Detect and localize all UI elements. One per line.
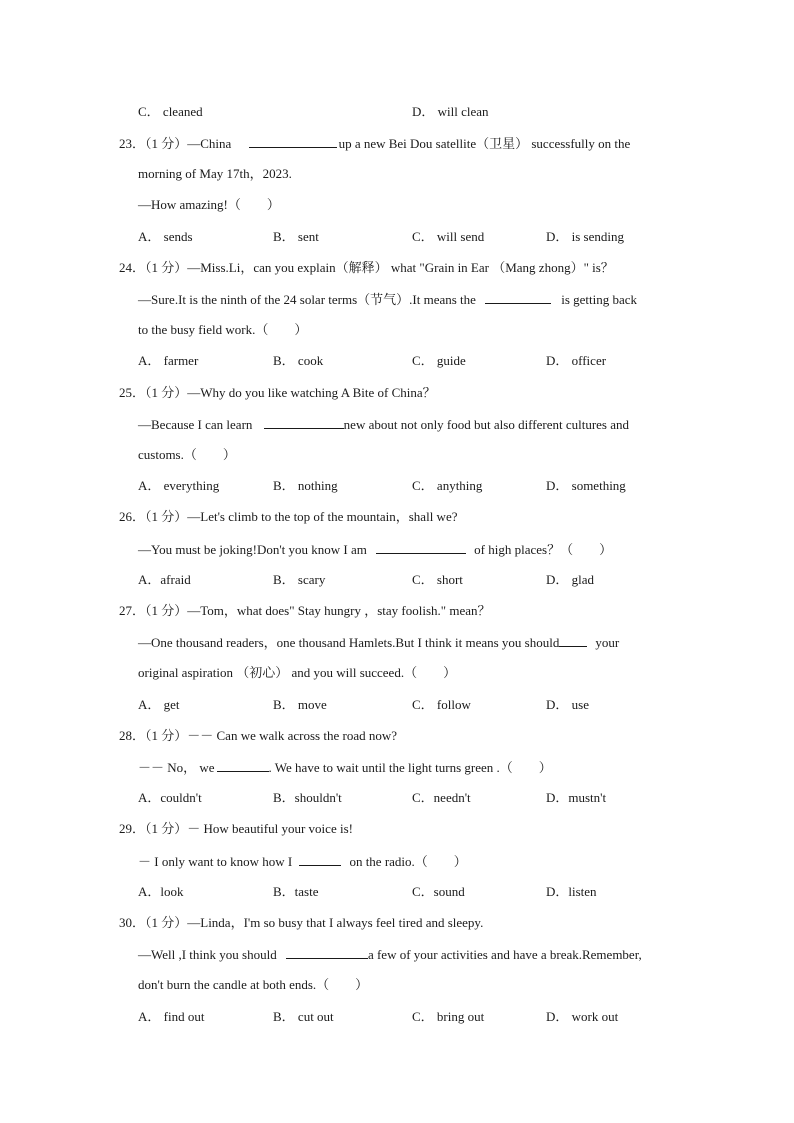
question-line-cont: a few of your activities and have a break.Remember, bbox=[367, 947, 642, 962]
question-line: —One thousand readers，one thousand Hamlets.But I think it means you should bbox=[138, 635, 560, 650]
option-c: C． cleaned bbox=[138, 104, 203, 119]
option-b: B．shouldn't bbox=[273, 790, 342, 805]
answer-blank bbox=[264, 416, 344, 429]
option-a: A． find out bbox=[138, 1009, 205, 1024]
option-b: B． cook bbox=[273, 353, 324, 368]
option-d: D． work out bbox=[546, 1009, 619, 1024]
question-line: －－ No， we bbox=[138, 760, 215, 775]
option-d: D．mustn't bbox=[546, 790, 607, 805]
answer-blank bbox=[559, 634, 587, 647]
question-line-cont: . We have to wait until the light turns green .（ ） bbox=[268, 760, 552, 775]
answer-blank bbox=[485, 291, 551, 304]
answer-blank bbox=[217, 759, 269, 772]
question-line: —Well ,I think you should bbox=[138, 947, 277, 962]
question-line: customs.（ ） bbox=[138, 447, 236, 462]
option-b: B．taste bbox=[273, 884, 319, 899]
option-c: C． bring out bbox=[412, 1009, 485, 1024]
question-stem: 30．（1 分）—Linda，I'm so busy that I always feel tired and sleepy. bbox=[119, 915, 484, 930]
answer-blank bbox=[376, 541, 466, 554]
option-d: D． something bbox=[546, 478, 626, 493]
option-d: D． use bbox=[546, 697, 589, 712]
question-line: —Because I can learn bbox=[138, 417, 253, 432]
option-b: B． cut out bbox=[273, 1009, 334, 1024]
question-stem: 28．（1 分）－－ Can we walk across the road now? bbox=[119, 728, 397, 743]
question-stem-cont: up a new Bei Dou satellite（卫星） successfully on the bbox=[338, 136, 631, 151]
option-b: B． nothing bbox=[273, 478, 338, 493]
question-line-cont: new about not only food but also different cultures and bbox=[343, 417, 630, 432]
option-a: A． everything bbox=[138, 478, 220, 493]
question-line-cont: on the radio.（ ） bbox=[349, 854, 467, 869]
question-line: original aspiration （初心） and you will succeed.（ ） bbox=[138, 665, 457, 680]
option-c: C． follow bbox=[412, 697, 471, 712]
question-line: don't burn the candle at both ends.（ ） bbox=[138, 977, 369, 992]
option-d: D． will clean bbox=[412, 104, 489, 119]
option-b: B． scary bbox=[273, 572, 326, 587]
option-c: C． guide bbox=[412, 353, 466, 368]
option-b: B． move bbox=[273, 697, 327, 712]
question-line-cont: of high places？（ ） bbox=[474, 542, 613, 557]
option-a: A．look bbox=[138, 884, 184, 899]
answer-blank bbox=[299, 853, 341, 866]
option-a: A．couldn't bbox=[138, 790, 202, 805]
option-d: D．listen bbox=[546, 884, 597, 899]
option-c: C． will send bbox=[412, 229, 485, 244]
option-c: C．sound bbox=[412, 884, 465, 899]
question-line: to the busy field work.（ ） bbox=[138, 322, 308, 337]
question-line: morning of May 17th，2023. bbox=[138, 166, 292, 181]
option-a: A． get bbox=[138, 697, 180, 712]
question-stem: 26．（1 分）—Let's climb to the top of the mountain，shall we? bbox=[119, 509, 458, 524]
option-c: C．needn't bbox=[412, 790, 471, 805]
question-line: —How amazing!（ ） bbox=[138, 197, 280, 212]
question-line: —Sure.It is the ninth of the 24 solar terms（节气）.It means the bbox=[138, 292, 476, 307]
option-a: A．afraid bbox=[138, 572, 191, 587]
option-b: B． sent bbox=[273, 229, 319, 244]
answer-blank bbox=[286, 946, 368, 959]
question-line-cont: is getting back bbox=[561, 292, 638, 307]
option-a: A． sends bbox=[138, 229, 193, 244]
option-d: D． officer bbox=[546, 353, 607, 368]
question-stem: 29．（1 分）－ How beautiful your voice is! bbox=[119, 821, 353, 836]
question-stem: 27．（1 分）—Tom，what does" Stay hungry ，stay foolish." mean？ bbox=[119, 603, 491, 618]
option-d: D． glad bbox=[546, 572, 595, 587]
option-c: C． short bbox=[412, 572, 463, 587]
question-line: —You must be joking!Don't you know I am bbox=[138, 542, 367, 557]
answer-blank bbox=[249, 135, 337, 148]
question-stem: 23．（1 分）—China bbox=[119, 136, 232, 151]
option-c: C． anything bbox=[412, 478, 483, 493]
question-stem: 24．（1 分）—Miss.Li，can you explain（解释） what "Grain in Ear （Mang zhong）" is？ bbox=[119, 260, 614, 275]
question-line: － I only want to know how I bbox=[138, 854, 293, 869]
option-d: D． is sending bbox=[546, 229, 625, 244]
option-a: A． farmer bbox=[138, 353, 199, 368]
question-line-cont: your bbox=[595, 635, 620, 650]
question-stem: 25．（1 分）—Why do you like watching A Bite of China？ bbox=[119, 385, 436, 400]
